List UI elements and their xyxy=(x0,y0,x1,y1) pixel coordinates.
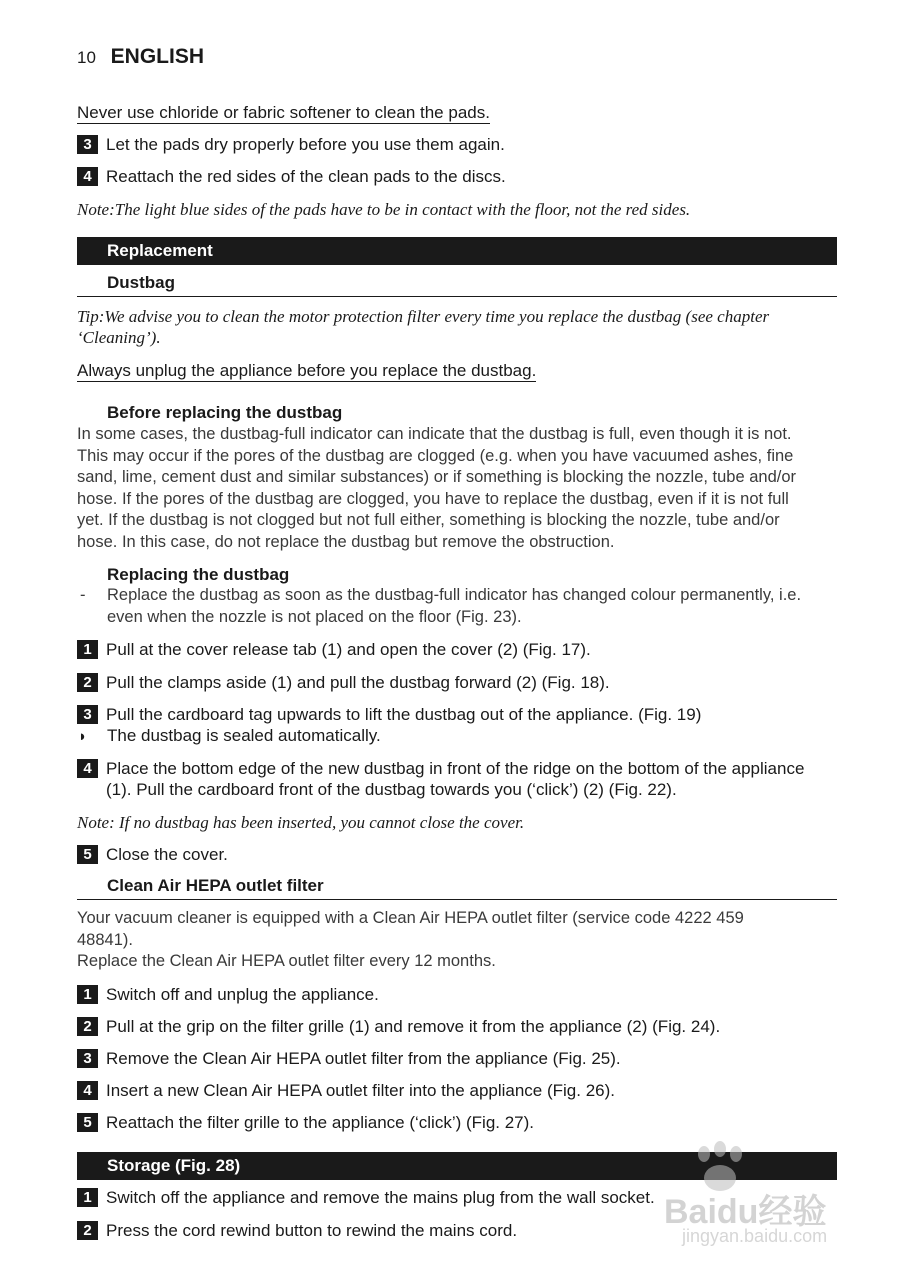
step-number: 3 xyxy=(77,1049,98,1068)
dustbag-step-3: 3 Pull the cardboard tag upwards to lift the dustbag out of the appliance. (Fig. 19) xyxy=(77,704,701,725)
step-number: 2 xyxy=(77,673,98,692)
replacing-bullet-text: Replace the dustbag as soon as the dustbag-full indicator has changed colour permanently, i.e. even when the nozzle is not placed on the floor (Fig. 23). xyxy=(107,586,802,626)
step-4-reattach: 4 Reattach the red sides of the clean pads to the discs. xyxy=(77,166,506,187)
hepa-step-3: 3 Remove the Clean Air HEPA outlet filter from the appliance (Fig. 25). xyxy=(77,1048,621,1069)
dustbag-step-4: 4 Place the bottom edge of the new dustbag in front of the ridge on the bottom of the appliance (1). Pull the cardboard front of the dustbag towards you (‘click’) (2) (Fig. 22). xyxy=(77,758,831,800)
step-number: 2 xyxy=(77,1017,98,1036)
section-replacement: Replacement xyxy=(77,237,837,265)
before-replacing-heading: Before replacing the dustbag xyxy=(107,403,343,422)
note-no-dustbag: Note: If no dustbag has been inserted, you cannot close the cover. xyxy=(77,813,525,832)
step-number: 4 xyxy=(77,759,98,778)
subsection-dustbag: Dustbag xyxy=(77,272,837,297)
replacing-heading: Replacing the dustbag xyxy=(107,565,290,584)
step-number: 3 xyxy=(77,135,98,154)
before-replacing-text: In some cases, the dustbag-full indicator can indicate that the dustbag is full, even though it is not. This may occur if the pores of the dustbag are clogged (e.g. when you have vacuumed ashes, fine sand, lime, cement dust and similar substances) or if something is blocking the nozzle, tube and/or hose. If the pores of the dustbag are clogged, you have to replace the dustbag, even if it is not full yet. If the dustbag is not clogged but not full either, something is blocking the nozzle, tube and/or hose. In this case, do not replace the dustbag but remove the obstruction. xyxy=(77,425,797,551)
warning-chloride: Never use chloride or fabric softener to clean the pads. xyxy=(77,103,490,122)
hepa-intro-1: Your vacuum cleaner is equipped with a Clean Air HEPA outlet filter (service code 4222 459 48841). xyxy=(77,909,744,949)
step-3-dry: 3 Let the pads dry properly before you use them again. xyxy=(77,134,505,155)
dustbag-step-2: 2 Pull the clamps aside (1) and pull the dustbag forward (2) (Fig. 18). xyxy=(77,672,610,693)
tip-motor-filter: Tip:We advise you to clean the motor protection filter every time you replace the dustbag (see chapter ‘Cleaning’). xyxy=(77,307,770,347)
page-number: 10 xyxy=(77,48,96,67)
step-number: 3 xyxy=(77,705,98,724)
step-number: 5 xyxy=(77,845,98,864)
warning-unplug: Always unplug the appliance before you replace the dustbag. xyxy=(77,361,537,380)
step-number: 2 xyxy=(77,1221,98,1240)
note-pads: Note:The light blue sides of the pads have to be in contact with the floor, not the red sides. xyxy=(77,200,691,219)
step-number: 1 xyxy=(77,640,98,659)
hepa-intro-2: Replace the Clean Air HEPA outlet filter every 12 months. xyxy=(77,952,496,970)
result-arrow-icon: ◗ xyxy=(78,728,88,745)
hepa-step-5: 5 Reattach the filter grille to the appliance (‘click’) (Fig. 27). xyxy=(77,1112,534,1133)
dustbag-step-1: 1 Pull at the cover release tab (1) and open the cover (2) (Fig. 17). xyxy=(77,639,591,660)
hepa-step-1: 1 Switch off and unplug the appliance. xyxy=(77,984,379,1005)
storage-step-1: 1 Switch off the appliance and remove the mains plug from the wall socket. xyxy=(77,1187,655,1208)
hepa-step-4: 4 Insert a new Clean Air HEPA outlet filter into the appliance (Fig. 26). xyxy=(77,1080,615,1101)
watermark-url: jingyan.baidu.com xyxy=(682,1226,828,1246)
step-number: 4 xyxy=(77,167,98,186)
baidu-watermark xyxy=(664,1140,884,1250)
subsection-hepa: Clean Air HEPA outlet filter xyxy=(77,875,837,900)
storage-step-2: 2 Press the cord rewind button to rewind the mains cord. xyxy=(77,1220,517,1241)
page-language: ENGLISH xyxy=(110,45,204,68)
step-number: 1 xyxy=(77,985,98,1004)
step-number: 5 xyxy=(77,1113,98,1132)
replacing-bullet-dash: - xyxy=(80,586,86,604)
watermark-brand: Baidu经验 xyxy=(664,1193,827,1231)
page-header xyxy=(77,46,204,69)
hepa-step-2: 2 Pull at the grip on the filter grille (1) and remove it from the appliance (2) (Fig. 24). xyxy=(77,1016,720,1037)
section-storage: Storage (Fig. 28) xyxy=(77,1152,837,1180)
result-sealed: The dustbag is sealed automatically. xyxy=(107,726,381,745)
step-number: 1 xyxy=(77,1188,98,1207)
step-number: 4 xyxy=(77,1081,98,1100)
dustbag-step-5: 5 Close the cover. xyxy=(77,844,228,865)
